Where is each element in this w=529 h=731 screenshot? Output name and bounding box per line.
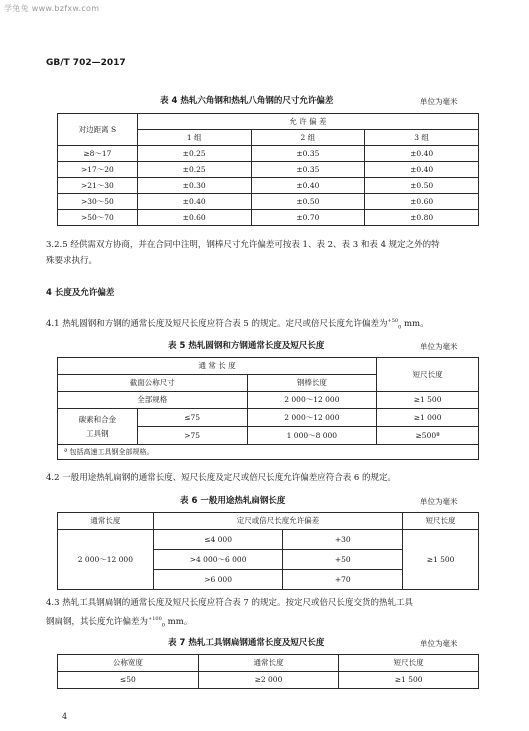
table7-header-width: 公称宽度 <box>58 655 199 672</box>
table4-caption: 表 4 热轧六角钢和热轧八角钢的尺寸允许偏差 <box>160 96 334 106</box>
table6-short-length: ≥1 500 <box>403 530 479 590</box>
table4 <box>57 113 479 226</box>
table6-normal-length: 2 000～12 000 <box>58 530 154 590</box>
table-cell: 2 000～12 000 <box>247 392 377 409</box>
table-cell: >6 000 <box>153 570 283 590</box>
table6-header-tolerance: 定尺或倍尺长度允许偏差 <box>153 513 402 530</box>
table6-caption: 表 6 一般用途热轧扁钢长度 <box>180 496 286 506</box>
table-cell: >4 000～6 000 <box>153 550 283 570</box>
paragraph-line: 殊要求执行。 <box>46 256 98 266</box>
table5-header-short: 短尺长度 <box>377 358 479 392</box>
table6-unit: 单位为毫米 <box>420 497 458 506</box>
table5-subheader-length: 钢棒长度 <box>247 375 377 392</box>
table6 <box>57 512 479 590</box>
table-cell: 2 000～12 000 <box>247 409 377 427</box>
table4-group-1: 1 组 <box>137 130 251 146</box>
paragraph-line: 4.3 热轧工具钢扁钢的通常长度及短尺长度应符合表 7 的规定。按定尺或倍尺长度交货的热轧工具 <box>46 598 414 608</box>
paragraph-text: 4.1 热轧圆钢和方钢的通常长度及短尺长度应符合表 5 的规定。定尺或倍尺长度允许偏差为 <box>46 318 388 329</box>
page-number: 4 <box>62 712 68 721</box>
tolerance-lower: 0 <box>398 324 402 331</box>
table-cell: ±0.50 <box>365 178 479 194</box>
table-cell: 1 000～8 000 <box>247 427 377 445</box>
table-cell: ±0.40 <box>251 178 365 194</box>
section-4-title: 4 长度及允许偏差 <box>46 288 115 298</box>
table-cell: ±0.25 <box>137 146 251 162</box>
table-cell: >50～70 <box>58 210 138 226</box>
tolerance-upper: +100 <box>148 616 162 622</box>
table-cell: ±0.60 <box>137 210 251 226</box>
watermark: 学兔兔 www.bzfxw.com <box>4 4 100 13</box>
table5-header-main: 通 常 长 度 <box>58 358 377 375</box>
table-cell: >75 <box>137 427 247 445</box>
table6-header-normal: 通常长度 <box>58 513 154 530</box>
table-cell: ±0.40 <box>365 162 479 178</box>
paragraph-text: 钢扁钢，其长度允许偏差为 <box>46 616 149 627</box>
standard-code: GB/T 702—2017 <box>46 58 126 68</box>
tolerance-upper: +50 <box>387 318 399 324</box>
table-cell: >21～30 <box>58 178 138 194</box>
tolerance-lower: 0 <box>161 622 165 629</box>
paragraph-4-3 <box>46 595 486 634</box>
paragraph-line: 3.2.5 经供需双方协商，并在合同中注明，钢棒尺寸允许偏差可按表 1、表 2、表 3 和表 4 规定之外的特 <box>46 240 440 250</box>
table-cell: +50 <box>283 550 403 570</box>
table-cell: ≤4 000 <box>153 530 283 550</box>
table-cell: 全部规格 <box>58 392 248 409</box>
table-cell: ±0.25 <box>137 162 251 178</box>
table7-header-short: 短尺长度 <box>339 655 479 672</box>
paragraph-4-2: 4.2 一般用途热轧扁钢的通常长度、短尺长度及定尺或倍尺长度允许偏差应符合表 6 的规定。 <box>46 473 397 483</box>
table6-header-short: 短尺长度 <box>403 513 479 530</box>
table4-unit: 单位为毫米 <box>420 97 458 106</box>
table-cell: >30～50 <box>58 194 138 210</box>
table-cell: ≥8～17 <box>58 146 138 162</box>
table4-col0-header: 对边距离 S <box>58 114 138 146</box>
table5-group-label: 碳素和合金 工具钢 <box>58 409 138 445</box>
table-cell: ≥1 000 <box>377 409 479 427</box>
paragraph-text: mm。 <box>164 616 193 627</box>
table-cell: ±0.60 <box>365 194 479 210</box>
table5-footnote: ª 包括高速工具钢全部规格。 <box>58 445 479 460</box>
table-cell: ≤50 <box>58 672 199 689</box>
table5-caption: 表 5 热轧圆钢和方钢通常长度及短尺长度 <box>168 341 325 351</box>
table-cell: ±0.70 <box>251 210 365 226</box>
table-cell: ±0.40 <box>137 194 251 210</box>
table7 <box>57 654 479 689</box>
table7-caption: 表 7 热轧工具钢扁钢通常长度及短尺长度 <box>168 638 325 648</box>
paragraph-3-2-5 <box>46 237 486 269</box>
table4-group-2: 2 组 <box>251 130 365 146</box>
table-cell: +30 <box>283 530 403 550</box>
table-cell: ±0.80 <box>365 210 479 226</box>
table-cell: >17～20 <box>58 162 138 178</box>
table-cell: ≥2 000 <box>198 672 339 689</box>
table-cell: ±0.35 <box>251 146 365 162</box>
table4-group-header: 允 许 偏 差 <box>137 114 478 130</box>
table-cell: ±0.40 <box>365 146 479 162</box>
table-cell: ±0.35 <box>251 162 365 178</box>
paragraph-text: mm。 <box>401 318 429 329</box>
table4-group-3: 3 组 <box>365 130 479 146</box>
table-cell: ≤75 <box>137 409 247 427</box>
table-cell: ≥500ª <box>377 427 479 445</box>
table-cell: ≥1 500 <box>339 672 479 689</box>
table5-unit: 单位为毫米 <box>420 342 458 351</box>
table-cell: ≥1 500 <box>377 392 479 409</box>
table-cell: +70 <box>283 570 403 590</box>
table-cell: ±0.30 <box>137 178 251 194</box>
table-cell: ±0.50 <box>251 194 365 210</box>
paragraph-4-1 <box>46 313 486 336</box>
table7-unit: 单位为毫米 <box>420 639 458 648</box>
table5 <box>57 357 479 460</box>
table7-header-normal: 通常长度 <box>198 655 339 672</box>
table5-subheader-size: 截面公称尺寸 <box>58 375 248 392</box>
